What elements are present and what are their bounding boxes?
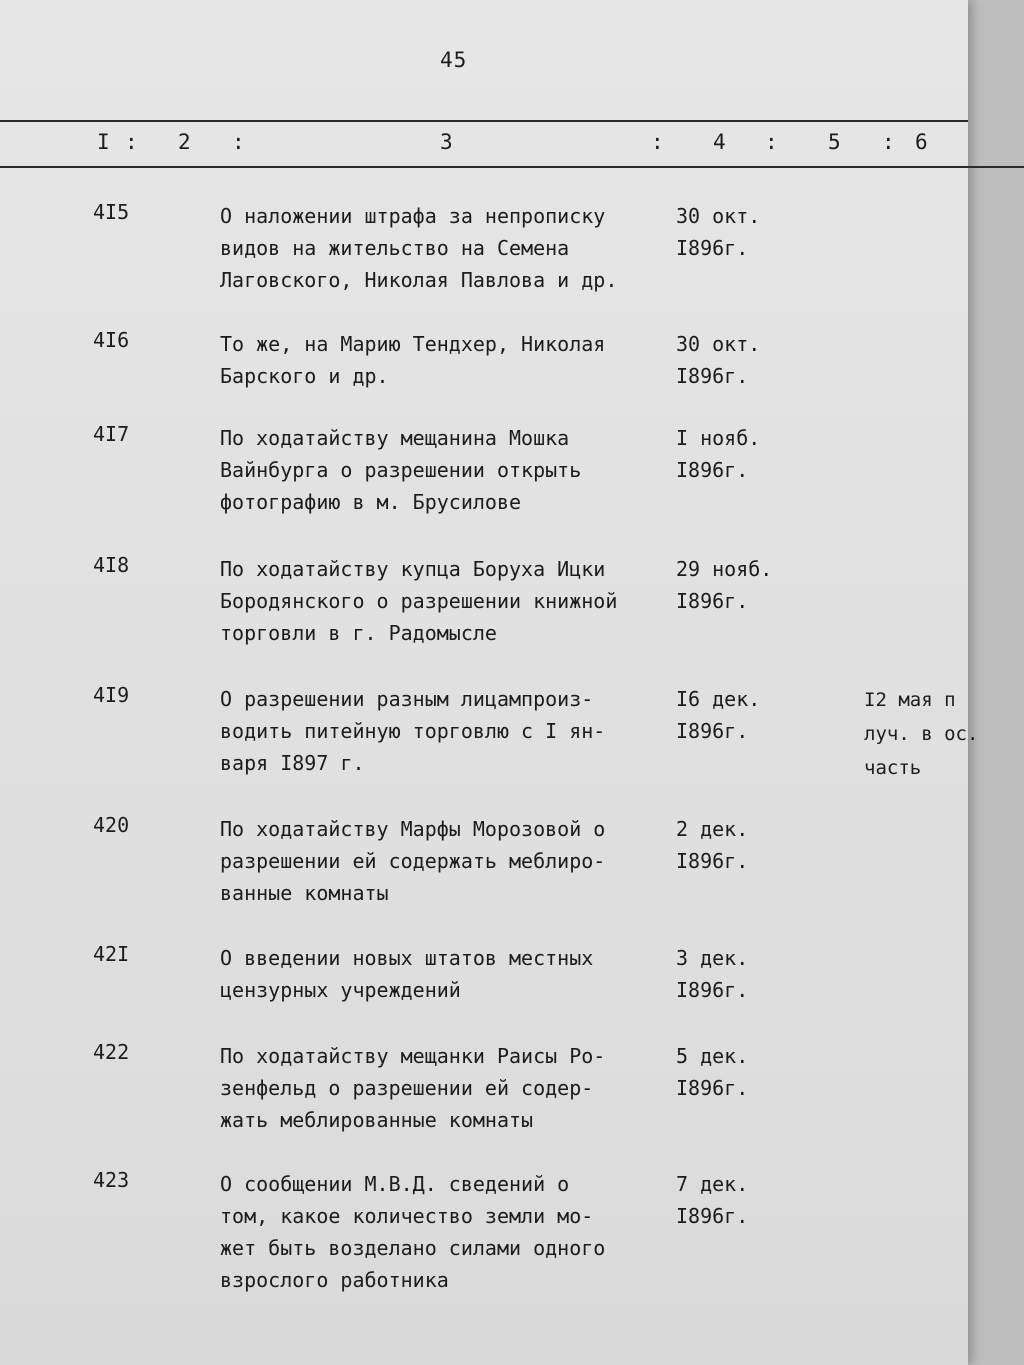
record-date (676, 1168, 748, 1232)
record-date-line: I896г. (676, 1076, 749, 1100)
column-separator: : (232, 130, 245, 154)
record-title-line: жет быть возделано силами одного (220, 1236, 606, 1260)
record-number: 4I6 (93, 328, 130, 352)
record-number: 422 (93, 1040, 130, 1064)
record-title-line: Бородянского о разрешении книжной (220, 589, 618, 613)
record-note-line: I2 мая п (864, 689, 956, 711)
record-title-line: том, какое количество земли мо- (220, 1204, 594, 1228)
record-title-line: видов на жительство на Семена (220, 236, 570, 260)
record-title-line: торговли в г. Радомысле (220, 621, 497, 645)
record-title (220, 813, 670, 909)
record-title-line: О введении новых штатов местных (220, 946, 594, 970)
record-title (220, 422, 670, 518)
record-note-line: луч. в ос. (864, 723, 979, 745)
record-number: 423 (93, 1168, 130, 1192)
record-number: 4I9 (93, 683, 130, 707)
record-title-line: То же, на Марию Тендхер, Николая (220, 332, 606, 356)
column-number: 2 (178, 130, 191, 154)
record-title-line: Вайнбурга о разрешении открыть (220, 458, 582, 482)
record-title-line: По ходатайству мещанки Раисы Ро- (220, 1044, 606, 1068)
record-date-line: 7 дек. (676, 1172, 749, 1196)
record-title-line: разрешении ей содержать меблиро- (220, 849, 606, 873)
record-title (220, 683, 670, 779)
record-number: 4I8 (93, 553, 130, 577)
column-number: 5 (828, 130, 841, 154)
record-date (676, 553, 772, 617)
record-title-line: варя I897 г. (220, 751, 365, 775)
column-number: 4 (713, 130, 726, 154)
record-date-line: I896г. (676, 236, 749, 260)
record-title-line: взрослого работника (220, 1268, 449, 1292)
record-title (220, 553, 670, 649)
record-title-line: О сообщении М.В.Д. сведений о (220, 1172, 570, 1196)
record-number: 420 (93, 813, 130, 837)
record-number: 4I7 (93, 422, 130, 446)
record-note-line: часть (864, 757, 922, 779)
record-date-line: 30 окт. (676, 204, 761, 228)
record-title-line: Лаговского, Николая Павлова и др. (220, 268, 618, 292)
record-date-line: 5 дек. (676, 1044, 749, 1068)
header-rule-top (0, 120, 968, 122)
record-date-line: 29 нояб. (676, 557, 773, 581)
record-date-line: I896г. (676, 589, 749, 613)
record-date-line: I896г. (676, 458, 749, 482)
record-date (676, 683, 760, 747)
record-date-line: 30 окт. (676, 332, 761, 356)
record-date-line: I6 дек. (676, 687, 761, 711)
record-date-line: I896г. (676, 1204, 749, 1228)
record-date (676, 813, 748, 877)
record-title (220, 1168, 670, 1296)
header-rule-bottom (0, 166, 1024, 168)
column-separator: : (882, 130, 895, 154)
record-date (676, 328, 760, 392)
column-separator: : (765, 130, 778, 154)
record-title (220, 200, 670, 296)
column-separator: : (651, 130, 664, 154)
record-date-line: I896г. (676, 364, 749, 388)
record-title-line: Барского и др. (220, 364, 389, 388)
column-number: 3 (440, 130, 453, 154)
column-number: 6 (915, 130, 928, 154)
record-number: 4I5 (93, 200, 130, 224)
record-title-line: О наложении штрафа за непрописку (220, 204, 606, 228)
record-date (676, 942, 748, 1006)
record-title (220, 1040, 670, 1136)
record-number: 42I (93, 942, 130, 966)
record-title-line: По ходатайству мещанина Мошка (220, 426, 570, 450)
record-title-line: фотографию в м. Брусилове (220, 490, 522, 514)
record-date-line: 2 дек. (676, 817, 749, 841)
record-title-line: О разрешении разным лицампроиз- (220, 687, 594, 711)
record-title-line: цензурных учреждений (220, 978, 461, 1002)
record-title-line: ванные комнаты (220, 881, 389, 905)
column-separator: : (125, 130, 138, 154)
record-title-line: жать меблированные комнаты (220, 1108, 534, 1132)
record-title-line: водить питейную торговлю с I ян- (220, 719, 606, 743)
record-note (864, 683, 978, 785)
record-date (676, 422, 760, 486)
record-title (220, 328, 670, 392)
record-title-line: По ходатайству Марфы Морозовой о (220, 817, 606, 841)
record-date-line: I896г. (676, 849, 749, 873)
record-title (220, 942, 670, 1006)
record-date-line: I896г. (676, 978, 749, 1002)
record-title-line: По ходатайству купца Боруха Ицки (220, 557, 606, 581)
record-date (676, 200, 760, 264)
record-title-line: зенфельд о разрешении ей содер- (220, 1076, 594, 1100)
record-date-line: I нояб. (676, 426, 761, 450)
record-date-line: 3 дек. (676, 946, 749, 970)
record-date (676, 1040, 748, 1104)
record-date-line: I896г. (676, 719, 749, 743)
page-number: 45 (440, 48, 468, 72)
column-number: I (97, 130, 110, 154)
